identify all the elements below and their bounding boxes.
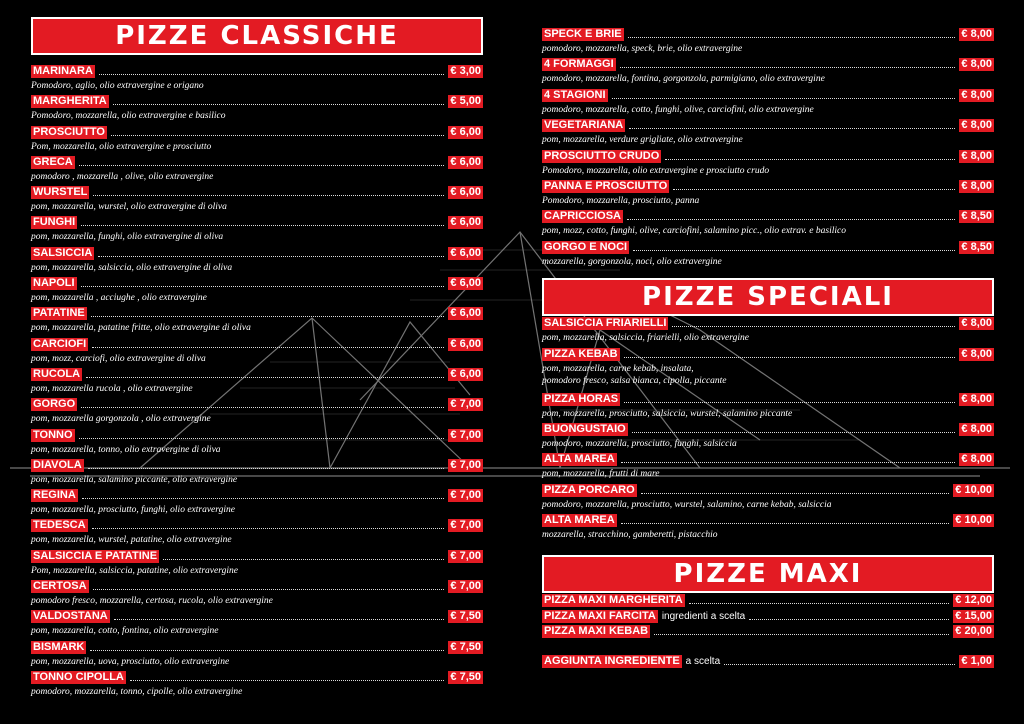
item-price: € 8,00 (961, 149, 992, 162)
item-price: € 7,00 (450, 519, 481, 532)
item-price: € 8,00 (961, 422, 992, 435)
item-price: € 10,00 (955, 483, 992, 496)
item-name: PATATINE (33, 307, 85, 320)
item-name: GORGO (33, 398, 76, 411)
item-price: € 6,00 (450, 307, 481, 320)
item-price: € 6,00 (450, 155, 481, 168)
maxi-title: PIZZE MAXI (673, 559, 863, 590)
menu-item (542, 27, 994, 57)
item-price: € 8,50 (961, 210, 992, 223)
menu-item (542, 316, 994, 346)
item-price: € 10,00 (955, 514, 992, 527)
item-name: CAPRICCIOSA (544, 210, 622, 223)
item-description: pom, mozzarella rucola , olio extravergine (31, 383, 193, 394)
item-description: pomodoro, mozzarella, fontina, gorgonzola, parmigiano, olio extravergine (542, 74, 825, 85)
menu-item (542, 513, 994, 543)
menu-item-row (542, 513, 994, 527)
item-description: pom, mozzarella, frutti di mare (542, 469, 660, 480)
dot-leader (99, 74, 445, 75)
item-description: mozzarella, gorgonzola, noci, olio extravergine (542, 256, 722, 267)
dot-leader (98, 256, 444, 257)
item-name: CARCIOFI (33, 337, 87, 350)
item-description: pomodoro, mozzarella, prosciutto, funghi, salsiccia (542, 438, 737, 449)
item-price: € 7,50 (450, 640, 481, 653)
item-name: 4 FORMAGGI (544, 58, 614, 71)
menu-item-row (542, 422, 994, 436)
item-description: pom, mozzarella, cotto, fontina, olio extravergine (31, 626, 219, 637)
menu-item (542, 609, 994, 625)
item-price: € 8,00 (961, 28, 992, 40)
dot-leader (81, 225, 444, 226)
dot-leader (114, 619, 445, 620)
item-name: SALSICCIA FRIARIELLI (544, 317, 667, 330)
dot-leader (632, 432, 956, 433)
menu-item-row (542, 27, 994, 41)
menu-item-row (542, 149, 994, 163)
item-price: € 7,00 (450, 580, 481, 593)
menu-item-row (542, 209, 994, 223)
dot-leader (88, 468, 445, 469)
item-name: AGGIUNTA INGREDIENTE (544, 654, 680, 667)
menu-item-row (31, 306, 483, 320)
menu-item (31, 367, 483, 397)
menu-item-row (31, 125, 483, 139)
item-name: 4 STAGIONI (544, 88, 606, 101)
item-description: pomodoro , mozzarella , olive, olio extravergine (31, 171, 214, 182)
item-name: NAPOLI (33, 277, 75, 290)
item-price: € 7,00 (450, 489, 481, 502)
dot-leader (665, 159, 955, 160)
item-name: PIZZA HORAS (544, 392, 619, 405)
menu-item-row (542, 118, 994, 132)
item-price: € 20,00 (955, 625, 992, 638)
menu-item (542, 347, 994, 392)
item-name: PIZZA MAXI FARCITA (544, 609, 656, 622)
menu-item (31, 94, 483, 124)
dot-leader (79, 438, 445, 439)
right-column (542, 27, 994, 669)
menu-item-row (542, 316, 994, 330)
dot-leader (86, 377, 444, 378)
menu-item-row (31, 94, 483, 108)
item-price: € 7,00 (450, 549, 481, 562)
menu-item (31, 64, 483, 94)
item-price: € 7,00 (450, 458, 481, 471)
item-description: pomodoro, mozzarella, speck, brie, olio extravergine (542, 44, 743, 54)
item-price: € 8,00 (961, 392, 992, 405)
item-name: GORGO E NOCI (544, 240, 628, 253)
item-price: € 5,00 (450, 95, 481, 108)
menu-item-row (542, 179, 994, 193)
item-name: SPECK E BRIE (544, 28, 622, 40)
menu-item-row (31, 518, 483, 532)
item-name: BISMARK (33, 640, 85, 653)
dot-leader (79, 165, 445, 166)
item-name: REGINA (33, 489, 76, 502)
item-price: € 8,00 (961, 88, 992, 101)
item-name: DIAVOLA (33, 458, 82, 471)
menu-item (31, 185, 483, 215)
item-price: € 12,00 (955, 594, 992, 607)
dot-leader (689, 603, 950, 604)
maxi-list (542, 593, 994, 640)
item-description: pomodoro fresco, mozzarella, certosa, rucola, olio extravergine (31, 596, 273, 607)
item-price: € 7,00 (450, 398, 481, 411)
menu-item-row (31, 337, 483, 351)
menu-item (31, 276, 483, 306)
item-name: ALTA MAREA (544, 514, 615, 527)
item-name: TEDESCA (33, 519, 86, 532)
menu-item-row (31, 458, 483, 472)
classiche-banner (31, 17, 483, 55)
item-name: CERTOSA (33, 580, 87, 593)
item-description: pomodoro, mozzarella, prosciutto, wurstel, salamino, carne kebab, salsiccia (542, 499, 832, 510)
menu-item-row (542, 240, 994, 254)
menu-item (542, 179, 994, 209)
item-name: TONNO (33, 428, 73, 441)
speciali-title: PIZZE SPECIALI (642, 282, 894, 313)
maxi-banner (542, 555, 994, 593)
item-description: pom, mozz, cotto, funghi, olive, carciofini, salamino picc., olio extrav. e basilico (542, 226, 846, 237)
item-price: € 6,00 (450, 186, 481, 199)
dot-leader (92, 528, 445, 529)
item-name: WURSTEL (33, 186, 88, 199)
dot-leader (130, 680, 445, 681)
menu-item-row (31, 64, 483, 78)
menu-item-row (542, 593, 994, 607)
menu-item-row (31, 609, 483, 623)
item-name: SALSICCIA E PATATINE (33, 549, 158, 562)
item-extra: ingredienti a scelta (661, 610, 746, 622)
dot-leader (672, 326, 955, 327)
menu-item (31, 488, 483, 518)
dot-leader (624, 402, 955, 403)
item-price: € 8,00 (961, 179, 992, 192)
item-name: PIZZA PORCARO (544, 483, 635, 496)
dot-leader (633, 250, 955, 251)
dot-leader (163, 559, 444, 560)
item-description: pom, mozzarella, wurstel, olio extravergine di oliva (31, 202, 227, 213)
item-name: PIZZA KEBAB (544, 347, 618, 360)
menu-item (31, 458, 483, 488)
menu-item-row (542, 347, 994, 361)
item-price: € 1,00 (961, 654, 992, 667)
menu-item (542, 624, 994, 640)
item-description: pom, mozz, carciofi, olio extravergine di oliva (31, 353, 206, 364)
menu-item (542, 422, 994, 452)
item-description: Pom, mozzarella, olio extravergine e prosciutto (31, 141, 212, 152)
item-name: ALTA MAREA (544, 453, 615, 466)
menu-item-row (31, 579, 483, 593)
item-description: pom, mozzarella, uova, prosciutto, olio extravergine (31, 656, 230, 667)
dot-leader (93, 589, 445, 590)
menu-item (31, 246, 483, 276)
menu-item (542, 593, 994, 609)
menu-item (31, 518, 483, 548)
menu-item (542, 149, 994, 179)
menu-item-row (31, 246, 483, 260)
item-name: RUCOLA (33, 367, 81, 380)
dot-leader (612, 98, 956, 99)
item-price: € 6,00 (450, 246, 481, 259)
classiche-list (31, 64, 483, 700)
item-price: € 8,00 (961, 317, 992, 330)
menu-item-row (31, 397, 483, 411)
item-price: € 7,00 (450, 428, 481, 441)
menu-item-row (31, 670, 483, 684)
item-name: PROSCIUTTO CRUDO (544, 149, 660, 162)
dot-leader (624, 357, 956, 358)
menu-item (31, 549, 483, 579)
item-price: € 6,00 (450, 125, 481, 138)
menu-item (542, 240, 994, 270)
item-description: pom, mozzarella, funghi, olio extravergine di oliva (31, 232, 224, 243)
speciali-list (542, 316, 994, 543)
dot-leader (628, 37, 956, 38)
dot-leader (673, 189, 955, 190)
item-price: € 8,00 (961, 453, 992, 466)
item-description: pom, mozzarella, wurstel, patatine, olio extravergine (31, 535, 232, 546)
item-description: Pomodoro, mozzarella, prosciutto, panna (542, 195, 700, 206)
menu-item-row (542, 609, 994, 623)
menu-item-row (31, 185, 483, 199)
item-description: Pomodoro, mozzarella, olio extravergine e basilico (31, 111, 226, 122)
item-description-line2: pomodoro fresco, salsa bianca, cipolla, piccante (542, 375, 727, 386)
item-description: Pomodoro, aglio, olio extravergine e origano (31, 81, 204, 91)
item-name: BUONGUSTAIO (544, 422, 626, 435)
item-name: PIZZA MAXI KEBAB (544, 625, 649, 638)
menu-item (31, 306, 483, 336)
menu-item (31, 125, 483, 155)
dot-leader (627, 219, 955, 220)
item-name: PROSCIUTTO (33, 125, 105, 138)
item-name: VALDOSTANA (33, 610, 108, 623)
menu-item-row (31, 640, 483, 654)
item-price: € 8,00 (961, 58, 992, 71)
dot-leader (91, 316, 445, 317)
menu-item (542, 483, 994, 513)
item-description: pom, mozzarella, verdure grigliate, olio extravergine (542, 135, 743, 146)
menu-item (31, 215, 483, 245)
menu-item (31, 155, 483, 185)
menu-item (31, 337, 483, 367)
menu-item (542, 392, 994, 422)
addon-item (542, 654, 994, 670)
item-description: pom, mozzarella, patatine fritte, olio extravergine di oliva (31, 323, 251, 334)
dot-leader (93, 195, 444, 196)
menu-item-row (542, 57, 994, 71)
item-price: € 6,00 (450, 216, 481, 229)
menu-item-row (31, 488, 483, 502)
item-price: € 7,50 (450, 670, 481, 683)
classiche-title: PIZZE CLASSICHE (115, 21, 399, 51)
menu-item-row (542, 88, 994, 102)
item-description: pom, mozzarella gorgonzola , olio extravergine (31, 414, 211, 425)
menu-item (31, 579, 483, 609)
item-name: FUNGHI (33, 216, 76, 229)
speciali-banner (542, 278, 994, 316)
item-price: € 15,00 (955, 609, 992, 622)
menu-item (31, 640, 483, 670)
item-price: € 6,00 (450, 277, 481, 290)
item-price: € 6,00 (450, 337, 481, 350)
item-name: TONNO CIPOLLA (33, 670, 124, 683)
item-price: € 6,00 (450, 367, 481, 380)
item-price: € 8,00 (961, 119, 992, 132)
dot-leader (654, 634, 949, 635)
dot-leader (621, 462, 956, 463)
menu-item (31, 397, 483, 427)
item-description: pom, mozzarella, salsiccia, olio extravergine di oliva (31, 262, 233, 273)
item-description: pom, mozzarella, prosciutto, salsiccia, wurstel, salamino piccante (542, 408, 793, 419)
menu-item-row (31, 215, 483, 229)
item-description: Pomodoro, mozzarella, olio extravergine e prosciutto crudo (542, 165, 770, 176)
menu-item (542, 452, 994, 482)
left-column (31, 17, 483, 700)
item-description: pom, mozzarella, salamino piccante, olio extravergine (31, 474, 238, 485)
dot-leader (82, 498, 445, 499)
menu-item (542, 57, 994, 87)
item-description: pom, mozzarella, carne kebab, insalata, (542, 363, 694, 374)
item-name: SALSICCIA (33, 246, 93, 259)
item-description: pom, mozzarella , acciughe , olio extravergine (31, 293, 207, 304)
item-description: pomodoro, mozzarella, tonno, cipolle, olio extravergine (31, 686, 243, 697)
menu-item-row (31, 428, 483, 442)
dot-leader (641, 493, 950, 494)
dot-leader (92, 347, 444, 348)
item-description: pom, mozzarella, tonno, olio extravergine di oliva (31, 444, 221, 455)
item-name: MARINARA (33, 65, 93, 77)
item-extra: a scelta (685, 655, 721, 667)
menu-item-row (542, 392, 994, 406)
item-name: PIZZA MAXI MARGHERITA (544, 594, 683, 607)
dot-leader (629, 128, 955, 129)
menu-item (31, 428, 483, 458)
menu-item-row (542, 483, 994, 497)
dot-leader (724, 664, 955, 665)
item-name: GRECA (33, 155, 73, 168)
dot-leader (620, 67, 956, 68)
item-description: Pom, mozzarella, salsiccia, patatine, olio extravergine (31, 565, 238, 576)
dot-leader (749, 619, 949, 620)
menu-item (31, 609, 483, 639)
menu-item-row (542, 624, 994, 638)
dot-leader (81, 286, 445, 287)
dot-leader (111, 135, 444, 136)
item-price: € 8,00 (961, 347, 992, 360)
classiche-continued-list (542, 27, 994, 270)
item-description: mozzarella, stracchino, gamberetti, pistacchio (542, 530, 718, 541)
menu-item (31, 670, 483, 700)
item-name: PANNA E PROSCIUTTO (544, 179, 668, 192)
item-name: VEGETARIANA (544, 119, 624, 132)
dot-leader (90, 650, 444, 651)
item-name: MARGHERITA (33, 95, 107, 108)
menu-item-row (542, 452, 994, 466)
menu-item-row (31, 367, 483, 381)
item-price: € 7,50 (450, 610, 481, 623)
menu-item (542, 118, 994, 148)
item-description: pomodoro, mozzarella, cotto, funghi, olive, carciofini, olio extravergine (542, 104, 814, 115)
menu-item-row (31, 549, 483, 563)
menu-item-row (31, 276, 483, 290)
item-description: pom, mozzarella, salsiccia, friarielli, olio extravergine (542, 333, 749, 344)
menu-item (542, 88, 994, 118)
item-price: € 8,50 (961, 240, 992, 253)
menu-item-row (31, 155, 483, 169)
dot-leader (81, 407, 444, 408)
item-price: € 3,00 (450, 65, 481, 77)
menu-item (542, 209, 994, 239)
dot-leader (113, 104, 445, 105)
item-description: pom, mozzarella, prosciutto, funghi, olio extravergine (31, 505, 235, 516)
dot-leader (621, 523, 950, 524)
